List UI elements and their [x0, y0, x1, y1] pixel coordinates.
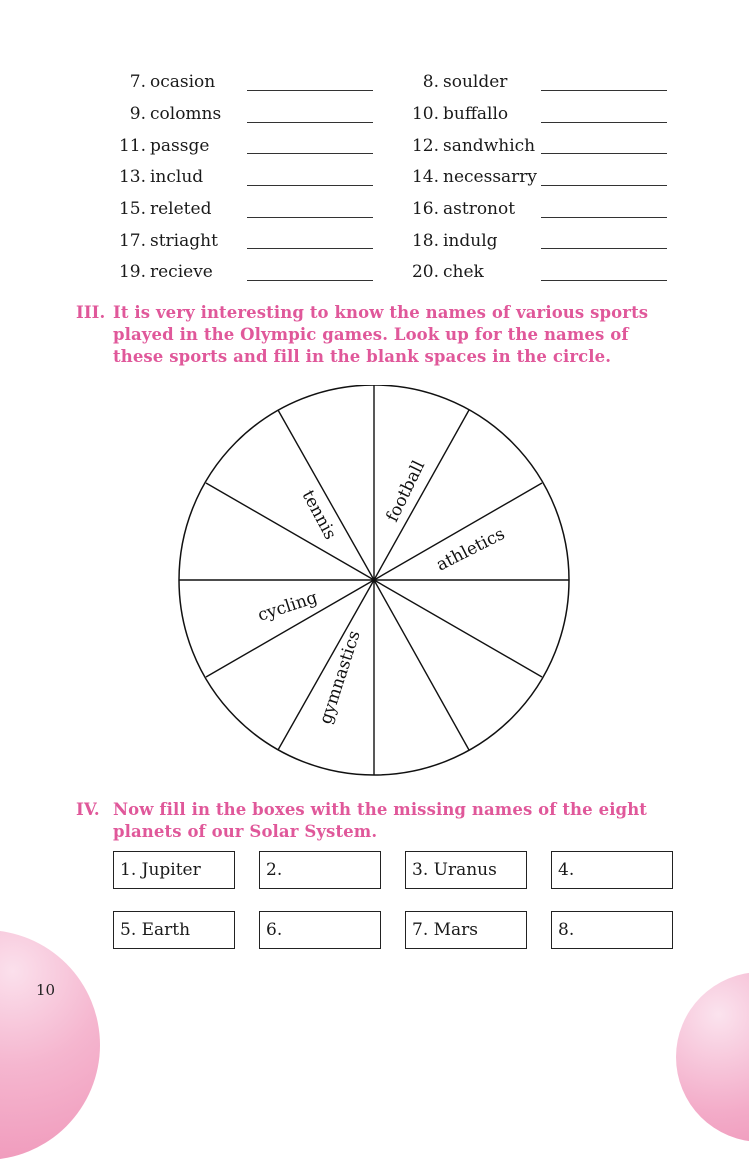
planet-box[interactable]: 5. Earth	[113, 911, 235, 949]
item-number: 12.	[411, 136, 439, 156]
answer-blank[interactable]	[541, 280, 667, 281]
item-word: necessarry	[443, 167, 538, 187]
item-number: 17.	[118, 231, 146, 251]
answer-blank[interactable]	[247, 185, 373, 186]
item-word: soulder	[443, 72, 508, 92]
item-word: includ	[150, 167, 204, 187]
item-word: astronot	[443, 199, 516, 219]
item-number: 14.	[411, 167, 439, 187]
answer-blank[interactable]	[541, 122, 667, 123]
wheel-spokes	[179, 385, 569, 775]
item-number: 9.	[129, 104, 146, 124]
wheel-label-athletics: athletics	[433, 524, 509, 576]
section-number: IV.	[76, 800, 100, 819]
answer-blank[interactable]	[541, 153, 667, 154]
corner-decoration-right	[676, 972, 749, 1142]
item-word: striaght	[150, 231, 218, 251]
item-number: 20.	[411, 262, 439, 282]
planet-box[interactable]: 2.	[259, 851, 381, 889]
page-number: 10	[36, 981, 56, 999]
section-three-heading	[76, 302, 676, 372]
answer-blank[interactable]	[247, 217, 373, 218]
answer-blank[interactable]	[247, 90, 373, 91]
item-word: releted	[150, 199, 212, 219]
item-word: passge	[150, 136, 210, 156]
answer-blank[interactable]	[247, 248, 373, 249]
planet-box[interactable]: 4.	[551, 851, 673, 889]
sports-wheel	[178, 385, 570, 777]
section-instructions: It is very interesting to know the names of various sports played in the Olympic games. Look up for the names of these sports and fill in the blank spaces in the circle.	[113, 303, 649, 366]
item-word: sandwhich	[443, 136, 536, 156]
section-instructions: Now fill in the boxes with the missing names of the eight planets of our Solar System.	[113, 800, 648, 841]
item-word: chek	[443, 262, 484, 282]
item-number: 19.	[118, 262, 146, 282]
wheel-label-tennis: tennis	[297, 486, 341, 544]
item-number: 8.	[422, 72, 439, 92]
planet-box[interactable]: 3. Uranus	[405, 851, 527, 889]
planet-box[interactable]: 7. Mars	[405, 911, 527, 949]
wheel-label-gymnastics: gymnastics	[315, 628, 365, 727]
section-four-heading	[76, 799, 676, 845]
answer-blank[interactable]	[541, 217, 667, 218]
corner-decoration-left	[0, 930, 100, 1160]
wheel-label-cycling: cycling	[255, 587, 320, 626]
answer-blank[interactable]	[247, 122, 373, 123]
item-word: ocasion	[150, 72, 216, 92]
item-number: 15.	[118, 199, 146, 219]
answer-blank[interactable]	[541, 90, 667, 91]
wheel-label-football: football	[382, 457, 430, 526]
planet-box[interactable]: 1. Jupiter	[113, 851, 235, 889]
item-number: 11.	[118, 136, 146, 156]
answer-blank[interactable]	[541, 185, 667, 186]
answer-blank[interactable]	[541, 248, 667, 249]
item-word: colomns	[150, 104, 222, 124]
item-number: 16.	[411, 199, 439, 219]
planet-box[interactable]: 8.	[551, 911, 673, 949]
planet-box[interactable]: 6.	[259, 911, 381, 949]
item-word: buffallo	[443, 104, 509, 124]
item-word: indulg	[443, 231, 498, 251]
item-number: 13.	[118, 167, 146, 187]
item-number: 7.	[129, 72, 146, 92]
item-number: 10.	[411, 104, 439, 124]
item-word: recieve	[150, 262, 213, 282]
item-number: 18.	[411, 231, 439, 251]
answer-blank[interactable]	[247, 153, 373, 154]
section-number: III.	[76, 303, 106, 322]
answer-blank[interactable]	[247, 280, 373, 281]
